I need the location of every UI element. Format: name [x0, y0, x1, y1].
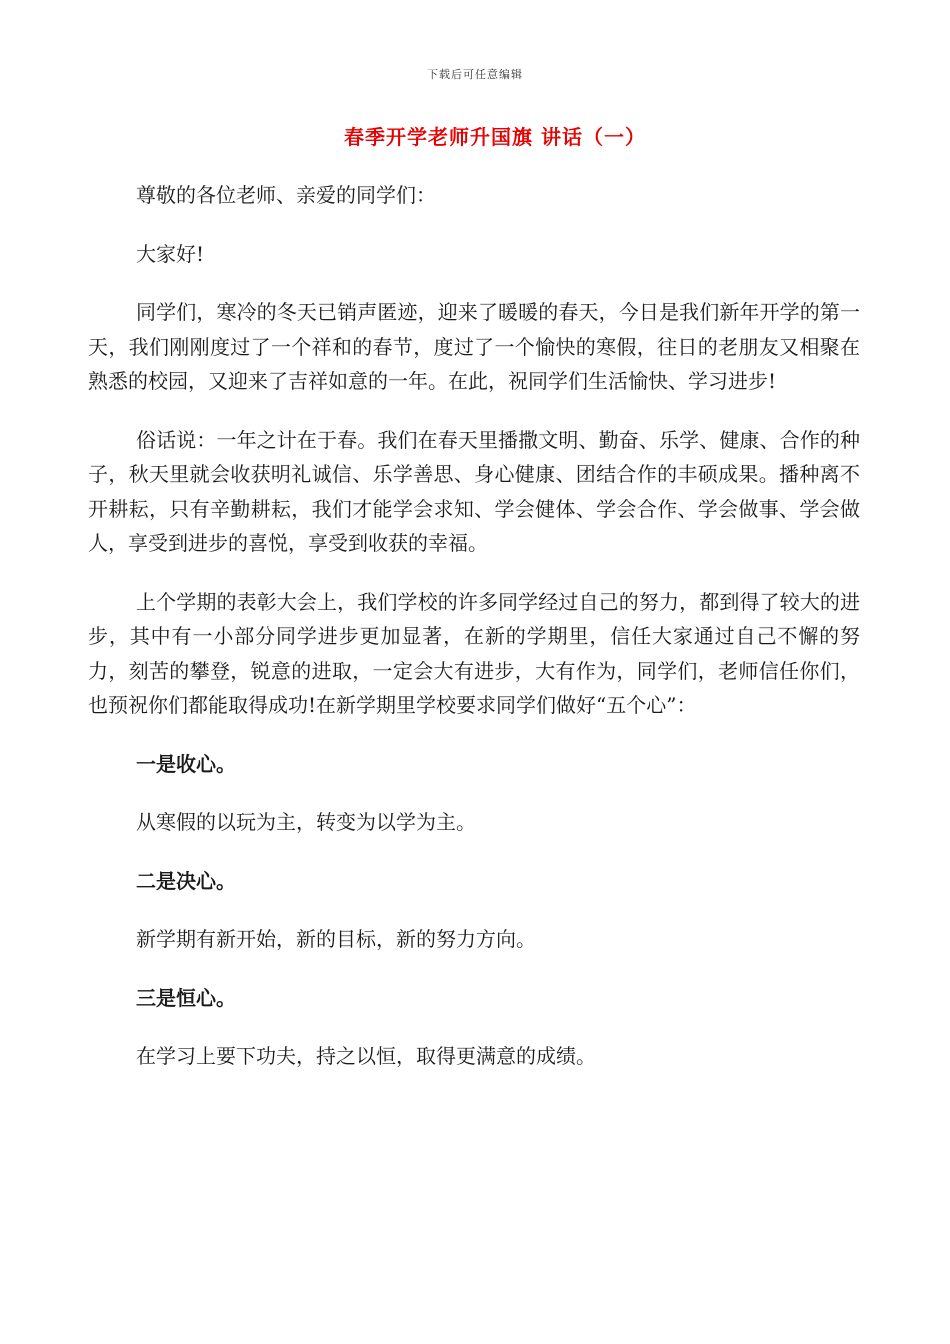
- heading-point-three: 三是恒心。: [136, 985, 236, 1010]
- paragraph-point-one: 从寒假的以玩为主，转变为以学为主。: [136, 810, 476, 834]
- document-title: 春季开学老师升国旗 讲话（一）: [344, 125, 646, 149]
- heading-point-two: 二是决心。: [136, 868, 236, 893]
- paragraph-last-semester: 上个学期的表彰大会上，我们学校的许多同学经过自己的努力，都到得了较大的进步，其中有一小部分同学进步更加显著，在新的学期里，信任大家通过自己不懈的努力，刻苦的攀登，锐意的进取，一定会大有进步，大有作为，同学们，老师信任你们，也预祝你们都能取得成功!在新学期里学校要求同学们做好“五个心”：: [88, 589, 860, 717]
- heading-point-one: 一是收心。: [136, 751, 236, 776]
- paragraph-salutation: 尊敬的各位老师、亲爱的同学们：: [136, 183, 436, 207]
- paragraph-intro: 同学们，寒冷的冬天已销声匿迹，迎来了暖暖的春天，今日是我们新年开学的第一天，我们刚刚度过了一个祥和的春节，度过了一个愉快的寒假，往日的老朋友又相聚在熟悉的校园，又迎来了吉祥如意的一年。在此，祝同学们生活愉快、学习进步!: [88, 300, 860, 393]
- header-note: 下载后可任意编辑: [427, 68, 523, 81]
- paragraph-proverb: 俗话说：一年之计在于春。我们在春天里播撒文明、勤奋、乐学、健康、合作的种子，秋天里就会收获明礼诚信、乐学善思、身心健康、团结合作的丰硕成果。播种离不开耕耘，只有辛勤耕耘，我们才能学会求知、学会健体、学会合作、学会做事、学会做人，享受到进步的喜悦，享受到收获的幸福。: [88, 427, 860, 555]
- paragraph-point-three: 在学习上要下功夫，持之以恒，取得更满意的成绩。: [136, 1044, 596, 1068]
- document-body: [88, 178, 860, 1098]
- paragraph-greeting: 大家好!: [136, 241, 205, 266]
- paragraph-point-two: 新学期有新开始，新的目标，新的努力方向。: [136, 927, 536, 951]
